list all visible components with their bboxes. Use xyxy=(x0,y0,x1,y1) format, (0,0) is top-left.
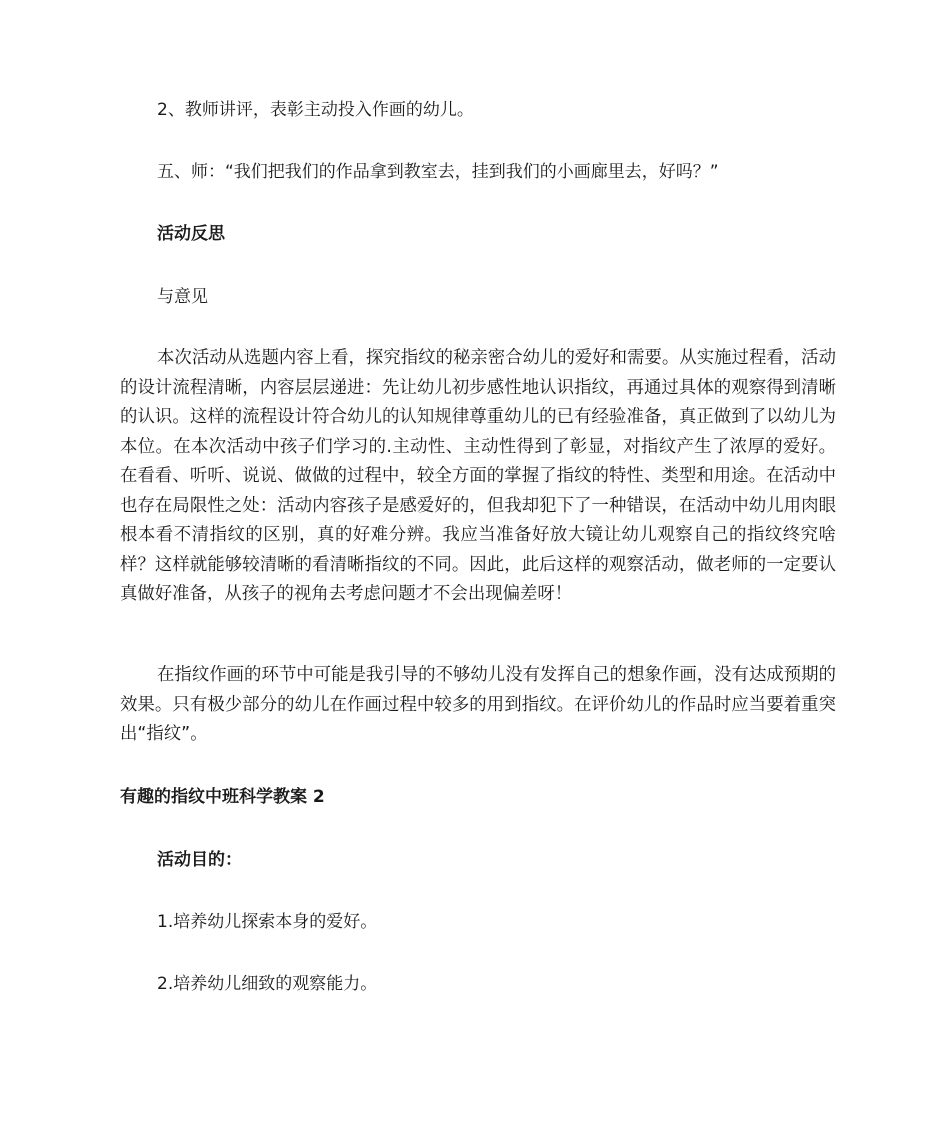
goals-heading: 活动目的： xyxy=(157,850,242,870)
goal-item-2: 2.培养幼儿细致的观察能力。 xyxy=(157,974,378,994)
section-title: 有趣的指纹中班科学教案 2 xyxy=(120,787,325,807)
reflection-paragraph-1: 本次活动从选题内容上看，探究指纹的秘亲密合幼儿的爱好和需要。从实施过程看，活动的设计流程清晰，内容层层递进：先让幼儿初步感性地认识指纹，再通过具体的观察得到清晰的认识。这样的流程设计符合幼儿的认知规律尊重幼儿的已有经验准备，真正做到了以幼儿为本位。在本次活动中孩子们学习的.主动性、主动性得到了彰显，对指纹产生了浓厚的爱好。在看看、听听、说说、做做的过程中，较全方面的掌握了指纹的特性、类型和用途。在活动中也存在局限性之处：活动内容孩子是感爱好的，但我却犯下了一种错误，在活动中幼儿用肉眼根本看不清指纹的区别，真的好难分辨。我应当准备好放大镜让幼儿观察自己的指纹终究啥样？这样就能够较清晰的看清晰指纹的不同。因此，此后这样的观察活动，做老师的一定要认真做好准备，从孩子的视角去考虑问题才不会出现偏差呀！ xyxy=(120,348,836,604)
activity-step-5: 五、师：“我们把我们的作品拿到教室去，挂到我们的小画廊里去，好吗？” xyxy=(157,162,719,182)
reflection-subheading: 与意见 xyxy=(157,287,208,307)
goal-item-1: 1.培养幼儿探索本身的爱好。 xyxy=(157,912,378,932)
reflection-heading: 活动反思 xyxy=(157,224,225,244)
reflection-paragraph-2: 在指纹作画的环节中可能是我引导的不够幼儿没有发挥自己的想象作画，没有达成预期的效果。只有极少部分的幼儿在作画过程中较多的用到指纹。在评价幼儿的作品时应当要着重突出“指纹”。 xyxy=(120,665,836,744)
activity-step-2: 2、教师讲评，表彰主动投入作画的幼儿。 xyxy=(157,100,474,120)
